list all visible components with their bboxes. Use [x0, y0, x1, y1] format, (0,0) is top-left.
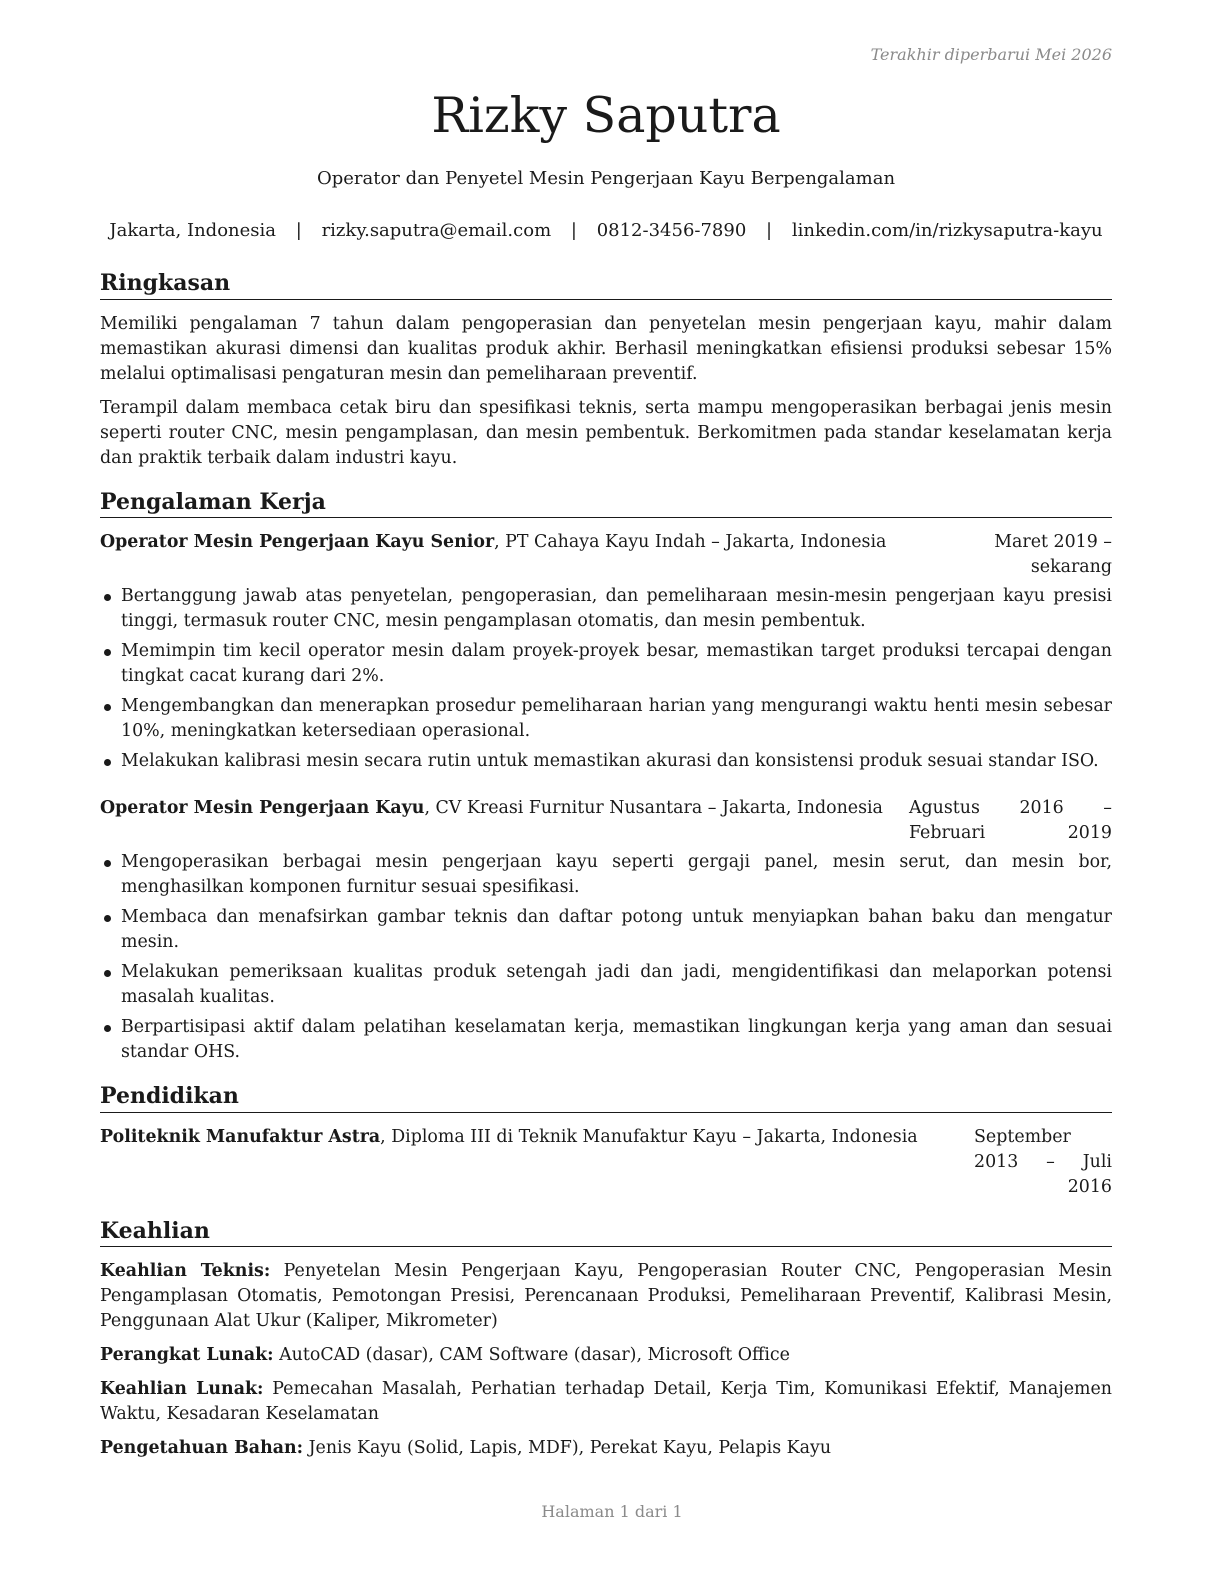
skills-section: [100, 1218, 1112, 1462]
education-school: Politeknik Manufaktur Astra: [100, 1126, 381, 1147]
education-section: [100, 1083, 1112, 1200]
job-title-line: [100, 530, 886, 555]
education-detail: , Diploma III di Teknik Manufaktur Kayu – Jakarta, Indonesia: [380, 1126, 918, 1147]
summary-paragraph: Terampil dalam membaca cetak biru dan spesifikasi teknis, serta mampu mengoperasikan berbagai jenis mesin seperti router CNC, mesin pengamplasan, dan mesin pembentuk. Berkomitmen pada standar keselamatan kerja dan praktik terbaik dalam industri kayu.: [100, 397, 1112, 468]
job-role: Operator Mesin Pengerjaan Kayu Senior: [100, 532, 495, 552]
job-bullet: Mengembangkan dan menerapkan prosedur pemeliharaan harian yang mengurangi waktu henti mesin sebesar 10%, meningkatkan ketersediaan operasional.: [100, 694, 1112, 744]
skill-item: [100, 1377, 1112, 1427]
job-bullet: Melakukan kalibrasi mesin secara rutin untuk memastikan akurasi dan konsistensi produk sesuai standar ISO.: [100, 749, 1112, 774]
resume-content: [100, 270, 1112, 1461]
job-header: [100, 530, 1112, 580]
section-title-skills: Keahlian: [100, 1218, 1112, 1248]
job-bullet: Memimpin tim kecil operator mesin dalam proyek-proyek besar, memastikan target produksi tercapai dengan tingkat cacat kurang dari 2%.: [100, 639, 1112, 689]
skill-text: Pemecahan Masalah, Perhatian terhadap Detail, Kerja Tim, Komunikasi Efektif, Manajemen Waktu, Kesadaran Keselamatan: [100, 1379, 1112, 1424]
contact-separator: |: [570, 220, 577, 241]
section-title-summary: Ringkasan: [100, 270, 1112, 300]
section-title-experience: Pengalaman Kerja: [100, 489, 1112, 519]
job-bullet: Bertanggung jawab atas penyetelan, pengoperasian, dan pemeliharaan mesin-mesin pengerjaan kayu presisi tinggi, termasuk router CNC, mesin pengamplasan otomatis, dan mesin pembentuk.: [100, 584, 1112, 634]
contact-line: [100, 220, 1112, 242]
skill-label: Pengetahuan Bahan:: [100, 1438, 304, 1458]
contact-separator: |: [295, 220, 302, 241]
education-line: [100, 1125, 918, 1150]
skill-label: Perangkat Lunak:: [100, 1345, 274, 1365]
job-company: , CV Kreasi Furnitur Nusantara – Jakarta, Indonesia: [424, 798, 883, 818]
job-bullet: Membaca dan menafsirkan gambar teknis dan daftar potong untuk menyiapkan bahan baku dan mengatur mesin.: [100, 905, 1112, 955]
job-dates: Agustus 2016 – Februari 2019: [908, 798, 1112, 843]
contact-phone[interactable]: 0812-3456-7890: [596, 220, 747, 241]
job-bullet: Mengoperasikan berbagai mesin pengerjaan kayu seperti gergaji panel, mesin serut, dan mesin bor, menghasilkan komponen furnitur sesuai spesifikasi.: [100, 850, 1112, 900]
job-entry: [100, 796, 1112, 1065]
contact-location: Jakarta, Indonesia: [109, 220, 277, 241]
skill-item: [100, 1343, 1112, 1368]
summary-paragraph: Memiliki pengalaman 7 tahun dalam pengoperasian dan penyetelan mesin pengerjaan kayu, mahir dalam memastikan akurasi dimensi dan kualitas produk akhir. Berhasil meningkatkan efisiensi produksi sebesar 15% melalui optimalisasi pengaturan mesin dan pemeliharaan preventif.: [100, 313, 1112, 384]
job-role: Operator Mesin Pengerjaan Kayu: [100, 798, 425, 818]
skill-label: Keahlian Lunak:: [100, 1379, 264, 1399]
contact-separator: |: [766, 220, 773, 241]
contact-email[interactable]: rizky.saputra@email.com: [321, 220, 552, 241]
job-bullet: Berpartisipasi aktif dalam pelatihan keselamatan kerja, memastikan lingkungan kerja yang aman dan sesuai standar OHS.: [100, 1015, 1112, 1065]
experience-section: [100, 489, 1112, 1066]
education-dates: September 2013 – Juli 2016: [974, 1126, 1112, 1197]
skill-text: Jenis Kayu (Solid, Lapis, MDF), Perekat Kayu, Pelapis Kayu: [303, 1438, 832, 1458]
job-entry: [100, 530, 1112, 774]
section-title-education: Pendidikan: [100, 1083, 1112, 1113]
contact-linkedin[interactable]: linkedin.com/in/rizkysaputra-kayu: [791, 220, 1103, 241]
candidate-headline: Operator dan Penyetel Mesin Pengerjaan Kayu Berpengalaman: [316, 168, 896, 189]
candidate-name: Rizky Saputra: [431, 87, 781, 144]
job-dates: Maret 2019 – sekarang: [994, 532, 1112, 577]
skill-text: Penyetelan Mesin Pengerjaan Kayu, Pengoperasian Router CNC, Pengoperasian Mesin Pengamplasan Otomatis, Pemotongan Presisi, Perencanaan Produksi, Pemeliharaan Preventif, Kalibrasi Mesin, Penggunaan Alat Ukur (Kaliper, Mikrometer): [100, 1261, 1112, 1331]
job-bullets: [100, 850, 1112, 1065]
job-header: [100, 796, 1112, 846]
job-title-line: [100, 796, 883, 821]
skill-item: [100, 1259, 1112, 1334]
job-bullets: [100, 584, 1112, 774]
summary-section: [100, 270, 1112, 471]
page-footer: Halaman 1 dari 1: [541, 1502, 683, 1521]
skill-text: AutoCAD (dasar), CAM Software (dasar), Microsoft Office: [273, 1345, 790, 1365]
skill-item: [100, 1436, 1112, 1461]
job-bullet: Melakukan pemeriksaan kualitas produk setengah jadi dan jadi, mengidentifikasi dan melaporkan potensi masalah kualitas.: [100, 960, 1112, 1010]
education-entry: [100, 1125, 1112, 1200]
job-company: , PT Cahaya Kayu Indah – Jakarta, Indonesia: [494, 532, 887, 552]
skill-label: Keahlian Teknis:: [100, 1261, 271, 1281]
last-updated-note: Terakhir diperbarui Mei 2026: [870, 45, 1112, 64]
